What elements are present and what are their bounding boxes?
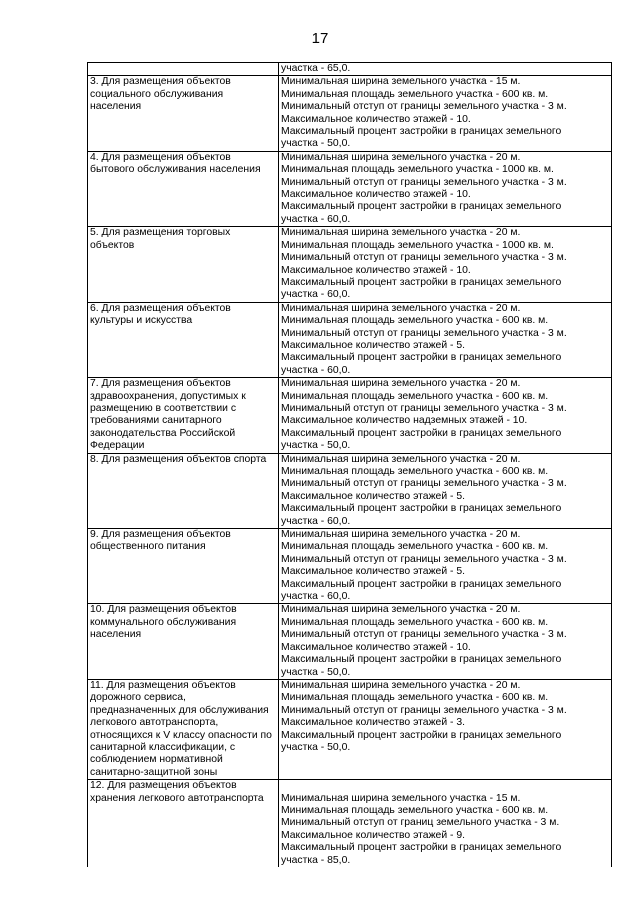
parameter-line: Максимальное количество этажей - 5. bbox=[281, 490, 466, 502]
use-type-line: объектов bbox=[90, 239, 135, 251]
use-type-cell bbox=[88, 378, 279, 453]
table-body bbox=[88, 63, 612, 868]
parameters-cell bbox=[279, 227, 612, 302]
use-type-cell bbox=[88, 151, 279, 226]
parameter-line: Максимальный процент застройки в границах земельного bbox=[281, 842, 562, 854]
parameter-line: Максимальный процент застройки в границах земельного bbox=[281, 729, 562, 741]
use-type-line: культуры и искусства bbox=[90, 315, 193, 327]
parameters-cell bbox=[279, 453, 612, 528]
use-type-line: хранения легкового автотранспорта bbox=[90, 792, 264, 804]
parameters-cell bbox=[279, 76, 612, 151]
use-type-line: 8. Для размещения объектов спорта bbox=[90, 453, 267, 465]
parameter-line: Минимальная ширина земельного участка - 20 м. bbox=[281, 679, 521, 691]
parameter-line: Минимальный отступ от границы земельного участка - 3 м. bbox=[281, 704, 567, 716]
parameter-line: Минимальная площадь земельного участка - 600 кв. м. bbox=[281, 804, 549, 816]
parameter-line: Максимальное количество этажей - 5. bbox=[281, 339, 466, 351]
continuation-line: участка - 65,0. bbox=[281, 63, 351, 74]
use-type-cell bbox=[88, 529, 279, 604]
parameter-line: Минимальная площадь земельного участка - 1000 кв. м. bbox=[281, 164, 554, 176]
table-row bbox=[88, 604, 612, 679]
parameter-line: Максимальный процент застройки в границах земельного bbox=[281, 427, 562, 439]
parameter-line: участка - 60,0. bbox=[281, 591, 351, 603]
page-number: 17 bbox=[311, 30, 329, 47]
use-type-line: законодательства Российской bbox=[90, 427, 236, 439]
use-type-cell bbox=[88, 302, 279, 377]
parameter-line: Минимальный отступ от границ земельного участка - 3 м. bbox=[281, 817, 560, 829]
parameter-line: Минимальный отступ от границы земельного участка - 3 м. bbox=[281, 327, 567, 339]
parameter-line: участка - 50,0. bbox=[281, 741, 351, 753]
use-type-line: соблюдением нормативной bbox=[90, 754, 223, 766]
continuation-right-cell bbox=[279, 63, 612, 76]
continuation-row bbox=[88, 63, 612, 76]
parameters-cell bbox=[279, 604, 612, 679]
parameter-line: Минимальная ширина земельного участка - 20 м. bbox=[281, 529, 521, 541]
use-type-line: 4. Для размещения объектов bbox=[90, 151, 231, 163]
parameters-cell bbox=[279, 302, 612, 377]
parameter-line: Максимальное количество этажей - 3. bbox=[281, 717, 466, 729]
parameter-line: Минимальная ширина земельного участка - 15 м. bbox=[281, 792, 521, 804]
use-type-cell bbox=[88, 453, 279, 528]
parameter-line: Минимальный отступ от границы земельного участка - 3 м. bbox=[281, 629, 567, 641]
use-type-cell bbox=[88, 604, 279, 679]
parameter-line: Максимальный процент застройки в границах земельного bbox=[281, 276, 562, 288]
table-row bbox=[88, 529, 612, 604]
parameter-line: Минимальная площадь земельного участка - 600 кв. м. bbox=[281, 88, 549, 100]
use-type-line: 6. Для размещения объектов bbox=[90, 302, 231, 314]
parameter-line: Максимальное количество этажей - 10. bbox=[281, 641, 471, 653]
parameter-line: Минимальная площадь земельного участка - 600 кв. м. bbox=[281, 390, 549, 402]
parameter-line: Минимальная ширина земельного участка - 20 м. bbox=[281, 151, 521, 163]
parameter-line: Минимальная ширина земельного участка - 20 м. bbox=[281, 378, 521, 390]
use-type-line: 11. Для размещения объектов bbox=[90, 679, 236, 691]
use-type-line: 7. Для размещения объектов bbox=[90, 378, 231, 390]
parameter-line: участка - 85,0. bbox=[281, 854, 351, 866]
parameter-line: участка - 60,0. bbox=[281, 289, 351, 301]
table-row bbox=[88, 780, 612, 867]
parameter-line: Минимальный отступ от границы земельного участка - 3 м. bbox=[281, 252, 567, 264]
parameter-line: Минимальная площадь земельного участка - 600 кв. м. bbox=[281, 466, 549, 477]
use-type-cell bbox=[88, 679, 279, 779]
parameter-line: Минимальный отступ от границы земельного участка - 3 м. bbox=[281, 402, 567, 414]
parameter-line: участка - 60,0. bbox=[281, 364, 351, 376]
use-type-line: 5. Для размещения торговых bbox=[90, 227, 231, 239]
parameter-line: Минимальная ширина земельного участка - 20 м. bbox=[281, 604, 521, 616]
use-type-line: относящихся к V классу опасности по bbox=[90, 729, 272, 741]
parameter-line: Минимальная площадь земельного участка - 600 кв. м. bbox=[281, 541, 549, 553]
parameter-line: Минимальная площадь земельного участка - 600 кв. м. bbox=[281, 692, 549, 704]
parameter-line: Минимальная площадь земельного участка - 600 кв. м. bbox=[281, 315, 549, 327]
use-type-line: населения bbox=[90, 101, 142, 113]
parameter-line: Максимальный процент застройки в границах земельного bbox=[281, 578, 562, 590]
use-type-line: 9. Для размещения объектов bbox=[90, 529, 231, 541]
use-type-line: Федерации bbox=[90, 440, 145, 452]
parameter-line: Минимальная площадь земельного участка - 600 кв. м. bbox=[281, 616, 549, 628]
use-type-line: требованиями санитарного bbox=[90, 415, 222, 427]
use-type-line: дорожного сервиса, bbox=[90, 692, 186, 704]
use-type-line: легкового автотранспорта, bbox=[90, 717, 219, 729]
parameters-cell bbox=[279, 529, 612, 604]
use-type-line: 12. Для размещения объектов bbox=[90, 780, 237, 792]
table-row bbox=[88, 302, 612, 377]
parameter-line: участка - 60,0. bbox=[281, 213, 351, 225]
table-row bbox=[88, 76, 612, 151]
parameter-line: Минимальный отступ от границы земельного участка - 3 м. bbox=[281, 553, 567, 565]
use-type-line: санитарно-защитной зоны bbox=[90, 766, 218, 778]
use-type-cell bbox=[88, 76, 279, 151]
zoning-parameters-table bbox=[87, 62, 612, 867]
parameter-line: Максимальное количество надземных этажей - 10. bbox=[281, 415, 528, 427]
parameter-line: Минимальная площадь земельного участка - 1000 кв. м. bbox=[281, 239, 554, 251]
parameter-line: Максимальный процент застройки в границах земельного bbox=[281, 126, 562, 138]
parameter-line: Максимальное количество этажей - 5. bbox=[281, 566, 466, 578]
parameters-cell bbox=[279, 151, 612, 226]
parameter-line: Максимальное количество этажей - 10. bbox=[281, 189, 471, 201]
use-type-line: социального обслуживания bbox=[90, 88, 224, 100]
parameter-line: Минимальный отступ от границы земельного участка - 3 м. bbox=[281, 101, 567, 113]
table-row bbox=[88, 679, 612, 779]
parameter-line: Минимальная ширина земельного участка - 20 м. bbox=[281, 227, 521, 239]
parameters-cell bbox=[279, 780, 612, 867]
parameter-line: участка - 50,0. bbox=[281, 440, 351, 452]
use-type-cell bbox=[88, 227, 279, 302]
parameters-cell bbox=[279, 378, 612, 453]
blank-line bbox=[281, 780, 610, 792]
table-row bbox=[88, 227, 612, 302]
use-type-line: размещению в соответствии с bbox=[90, 402, 237, 414]
table-row bbox=[88, 151, 612, 226]
use-type-line: санитарной классификации, с bbox=[90, 741, 236, 753]
use-type-line: предназначенных для обслуживания bbox=[90, 704, 269, 716]
use-type-line: 10. Для размещения объектов bbox=[90, 604, 237, 616]
parameter-line: Максимальное количество этажей - 9. bbox=[281, 829, 466, 841]
parameter-line: участка - 50,0. bbox=[281, 666, 351, 678]
parameter-line: Минимальная ширина земельного участка - 20 м. bbox=[281, 453, 521, 465]
continuation-left-cell bbox=[88, 63, 279, 76]
parameter-line: Минимальная ширина земельного участка - 15 м. bbox=[281, 76, 521, 88]
parameter-line: Максимальный процент застройки в границах земельного bbox=[281, 654, 562, 666]
parameter-line: Минимальный отступ от границы земельного участка - 3 м. bbox=[281, 478, 567, 490]
parameter-line: Максимальный процент застройки в границах земельного bbox=[281, 201, 562, 213]
use-type-cell bbox=[88, 780, 279, 867]
use-type-line: бытового обслуживания населения bbox=[90, 164, 261, 176]
table-row bbox=[88, 453, 612, 528]
parameters-cell bbox=[279, 679, 612, 779]
use-type-line: здравоохранения, допустимых к bbox=[90, 390, 246, 402]
parameter-line: Минимальный отступ от границы земельного участка - 3 м. bbox=[281, 176, 567, 188]
use-type-line: коммунального обслуживания bbox=[90, 616, 237, 628]
parameter-line: Максимальный процент застройки в границах земельного bbox=[281, 503, 562, 515]
parameter-line: Максимальное количество этажей - 10. bbox=[281, 113, 471, 125]
use-type-line: общественного питания bbox=[90, 541, 206, 553]
parameter-line: Максимальный процент застройки в границах земельного bbox=[281, 352, 562, 364]
use-type-line: 3. Для размещения объектов bbox=[90, 76, 231, 88]
parameter-line: участка - 60,0. bbox=[281, 515, 351, 527]
parameter-line: участка - 50,0. bbox=[281, 138, 351, 150]
table-row bbox=[88, 378, 612, 453]
parameter-line: Минимальная ширина земельного участка - 20 м. bbox=[281, 302, 521, 314]
parameter-line: Максимальное количество этажей - 10. bbox=[281, 264, 471, 276]
use-type-line: населения bbox=[90, 629, 142, 641]
